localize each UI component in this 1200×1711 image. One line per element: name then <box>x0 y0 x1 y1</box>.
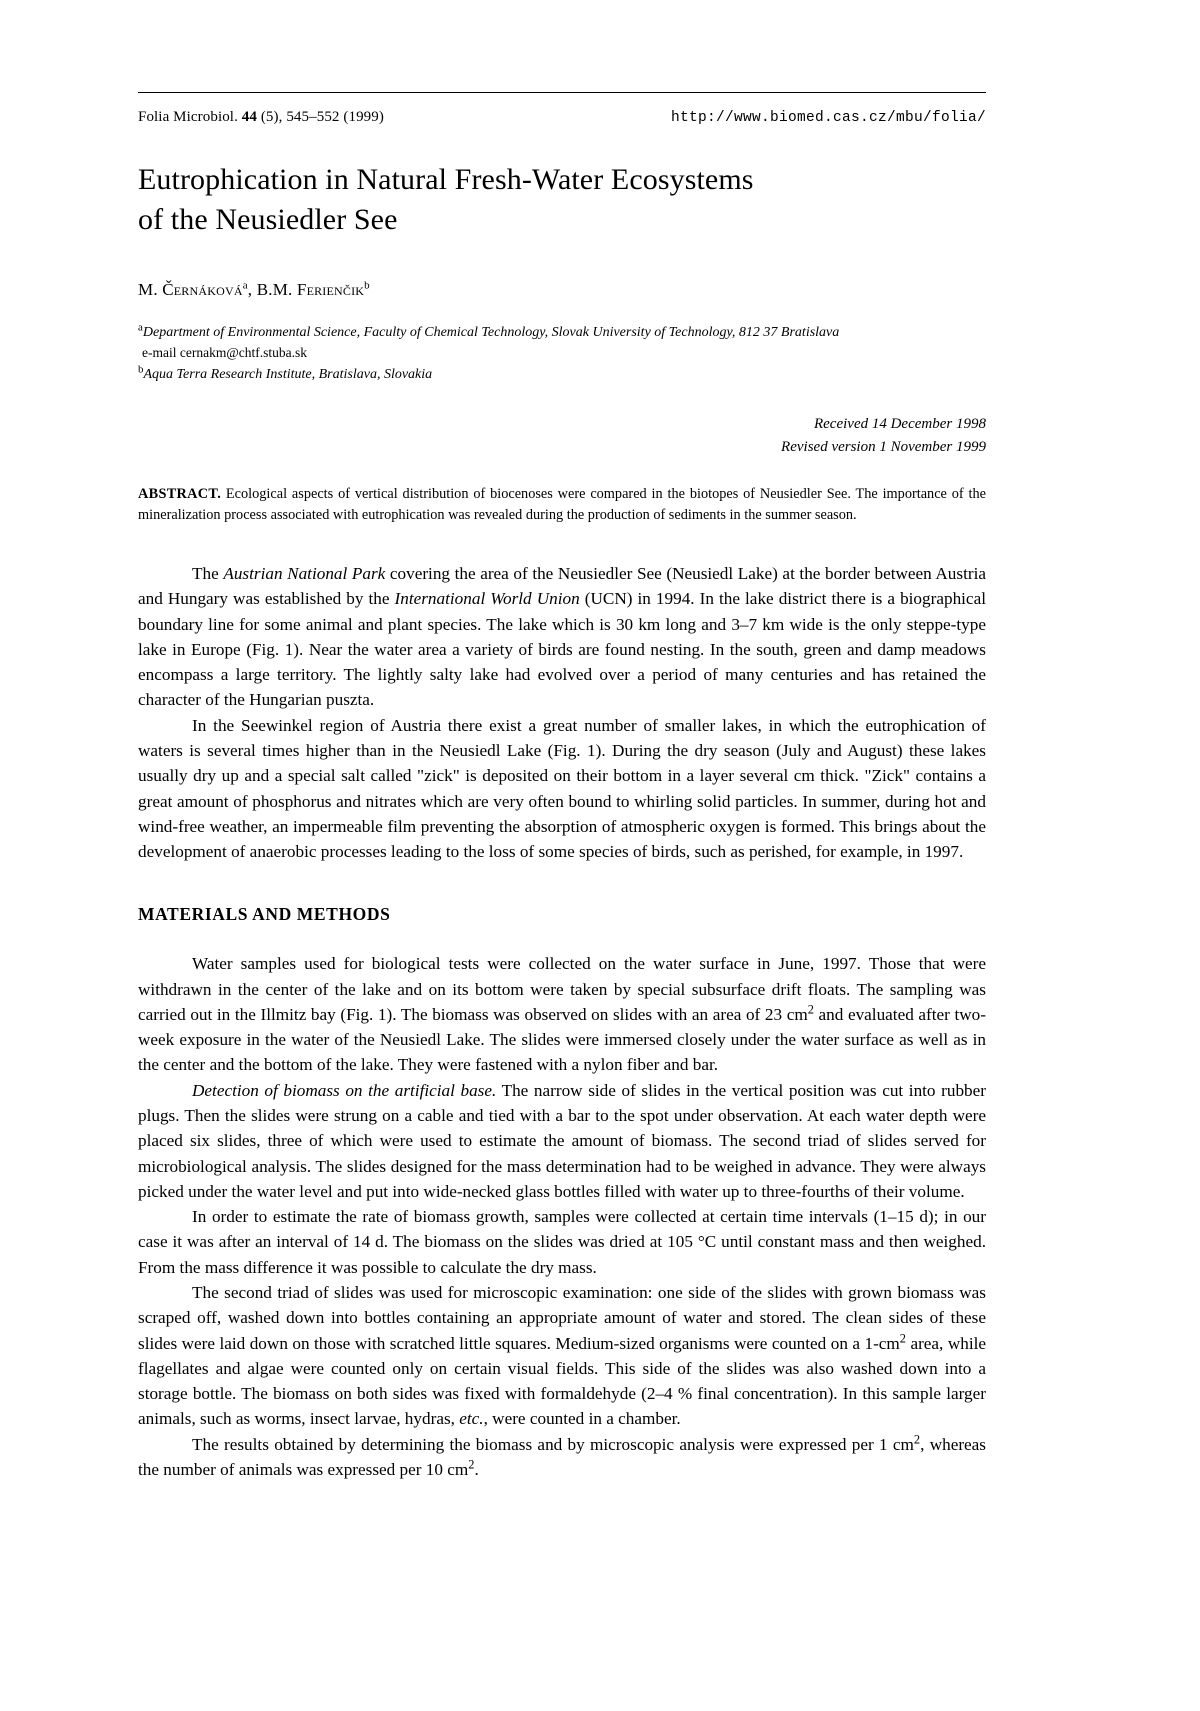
intro-p1-seg-a: The <box>192 563 224 583</box>
affiliation-a-marker: a <box>138 321 143 334</box>
author-1-initials: M. <box>138 279 163 299</box>
author-2-affil-marker: b <box>364 279 370 292</box>
intro-paragraph-2: In the Seewinkel region of Austria there exist a great number of smaller lakes, in which the eutrophication of waters is several times higher than in the Neusiedl Lake (Fig. 1). During the dry season (July and August) these lakes usually dry up and a special salt called "zick" is deposited on their bottom in a layer several cm thick. "Zick" contains a great amount of phosphorus and nitrates which are very often bound to whirling solid particles. In summer, during hot and wind-free weather, an impermeable film preventing the absorption of atmospheric oxygen is formed. This brings about the development of anaerobic processes leading to the loss of some species of birds, such as perished, for example, in 1997. <box>138 715 986 862</box>
intro-p1-seg-c: (UCN) in 1994. In the lake district there is a biographical boundary line for some animal and plant species. The lake which is 30 km long and 3–7 km wide is the only steppe-type lake in Europe (Fig. 1). Near the water area a variety of birds are found nesting. In the south, green and damp meadows encompass a large territory. The lightly salty lake had evolved over a period of many centuries and has retained the character of the Hungarian puszta. <box>138 589 986 710</box>
intro-paragraph-1 <box>138 561 986 713</box>
journal-issue-pages: (5), 545–552 (1999) <box>256 109 384 125</box>
author-1-affil-marker: a <box>242 279 248 292</box>
abstract-label: ABSTRACT. <box>138 485 222 502</box>
journal-reference <box>138 109 384 126</box>
materials-p1-seg-b: and evaluated after two-week exposure in the water of the Neusiedl Lake. The slides were immersed closely under the water surface as well as in the center and the bottom of the lake. They were fastened with a nylon fiber and bar. <box>138 1004 987 1075</box>
materials-p5-seg-a: The results obtained by determining the biomass and by microscopic analysis were expressed per 1 cm <box>192 1434 914 1454</box>
intro-p1-seg-b: covering the area of the Neusiedler See (Neusiedl Lake) at the border between Austria and Hungary was established by the <box>138 563 986 609</box>
affiliation-b-text: Aqua Terra Research Institute, Bratislava, Slovakia <box>143 367 433 383</box>
journal-url[interactable]: http://www.biomed.cas.cz/mbu/folia/ <box>670 110 986 126</box>
date-received: Received 14 December 1998 <box>813 416 986 433</box>
author-2-initials: B.M. <box>256 279 297 299</box>
materials-p4-seg-b: area, while flagellates and algae were counted only on certain visual fields. This side of the slides was also washed down into a storage bottle. The biomass on both sides was fixed with formaldehyde (2–4 % final concentration). In this sample larger animals, such as worms, insect larvae, hydras, <box>138 1333 987 1429</box>
author-1-surname: Černáková <box>162 279 243 299</box>
title-line-1: Eutrophication in Natural Fresh-Water Ecosystems <box>138 163 754 196</box>
materials-paragraph-4 <box>138 1280 986 1432</box>
materials-p4-superscript: 2 <box>899 1330 906 1345</box>
author-separator: , <box>247 279 257 299</box>
materials-p2-rest: The narrow side of slides in the vertical position was cut into rubber plugs. Then the slides were strung on a cable and tied with a bar to the spot under observation. At each water depth were placed six slides, three of which were used to estimate the amount of biomass. The second triad of slides served for microbiological analysis. The slides designed for the mass determination had to be weighed in advance. They were always picked under the water level and put into wide-necked glass bottles filled with water up to three-fourths of their volume. <box>138 1080 986 1201</box>
materials-paragraph-1 <box>138 951 986 1077</box>
materials-p5-superscript-2: 2 <box>468 1457 475 1472</box>
materials-paragraph-3: In order to estimate the rate of biomass growth, samples were collected at certain time intervals (1–15 d); in our case it was after an interval of 14 d. The biomass on the slides was dried at 105 °C until constant mass and then weighed. From the mass difference it was possible to calculate the dry mass. <box>138 1207 986 1277</box>
materials-p1-superscript: 2 <box>807 1002 814 1017</box>
journal-name: Folia Microbiol. <box>138 109 242 125</box>
affiliation-b <box>138 363 986 383</box>
materials-p1-seg-a: Water samples used for biological tests were collected on the water surface in June, 1997. Those that were withdrawn in the center of the lake and on its bottom were taken by special subsurface drift floats. The sampling was carried out in the Illmitz bay (Fig. 1). The biomass was observed on slides with an area of 23 cm <box>138 954 986 1024</box>
affiliation-a-email[interactable]: e-mail cernakm@chtf.stuba.sk <box>142 344 307 360</box>
author-list <box>138 280 986 300</box>
submission-dates <box>138 413 986 460</box>
materials-p5-seg-c: . <box>474 1459 479 1479</box>
materials-p5-seg-b: , whereas the number of animals was expressed per 10 cm <box>138 1434 986 1479</box>
section-heading-materials-and-methods: MATERIALS AND METHODS <box>138 904 391 925</box>
intro-p1-italic-2: International World Union <box>394 589 580 609</box>
running-header <box>138 109 986 126</box>
materials-p5-superscript-1: 2 <box>913 1431 921 1446</box>
affiliation-a <box>138 322 986 363</box>
header-rule <box>138 92 986 93</box>
title-line-2: of the Neusiedler See <box>138 202 398 236</box>
intro-p1-italic-1: Austrian National Park <box>223 563 386 583</box>
affiliation-b-marker: b <box>138 363 144 376</box>
journal-volume: 44 <box>241 109 257 125</box>
materials-p2-italic-lead: Detection of biomass on the artificial base. <box>192 1080 497 1100</box>
abstract-text: Ecological aspects of vertical distribution of biocenoses were compared in the biotopes of Neusiedler See. The importance of the mineralization process associated with eutrophication was revealed during the production of sediments in the summer season. <box>138 485 986 524</box>
date-revised: Revised version 1 November 1999 <box>781 439 986 456</box>
materials-paragraph-2 <box>138 1078 986 1204</box>
paper-title <box>138 160 986 240</box>
materials-p4-italic: etc. <box>459 1409 484 1429</box>
materials-paragraph-5 <box>138 1432 986 1483</box>
materials-p4-seg-a: The second triad of slides was used for microscopic examination: one side of the slides with grown biomass was scraped off, washed down into bottles containing an appropriate amount of water and stored. The clean sides of these slides were laid down on those with scratched little squares. Medium-sized organisms were counted on a 1-cm <box>138 1283 986 1353</box>
affiliation-a-text: Department of Environmental Science, Faculty of Chemical Technology, Slovak University of Technology, 812 37 Bratislava <box>142 324 840 340</box>
author-2-surname: Ferienčik <box>296 279 365 299</box>
abstract-block <box>138 484 986 527</box>
paper-content <box>138 92 986 1482</box>
materials-p4-seg-c: , were counted in a chamber. <box>483 1409 681 1429</box>
